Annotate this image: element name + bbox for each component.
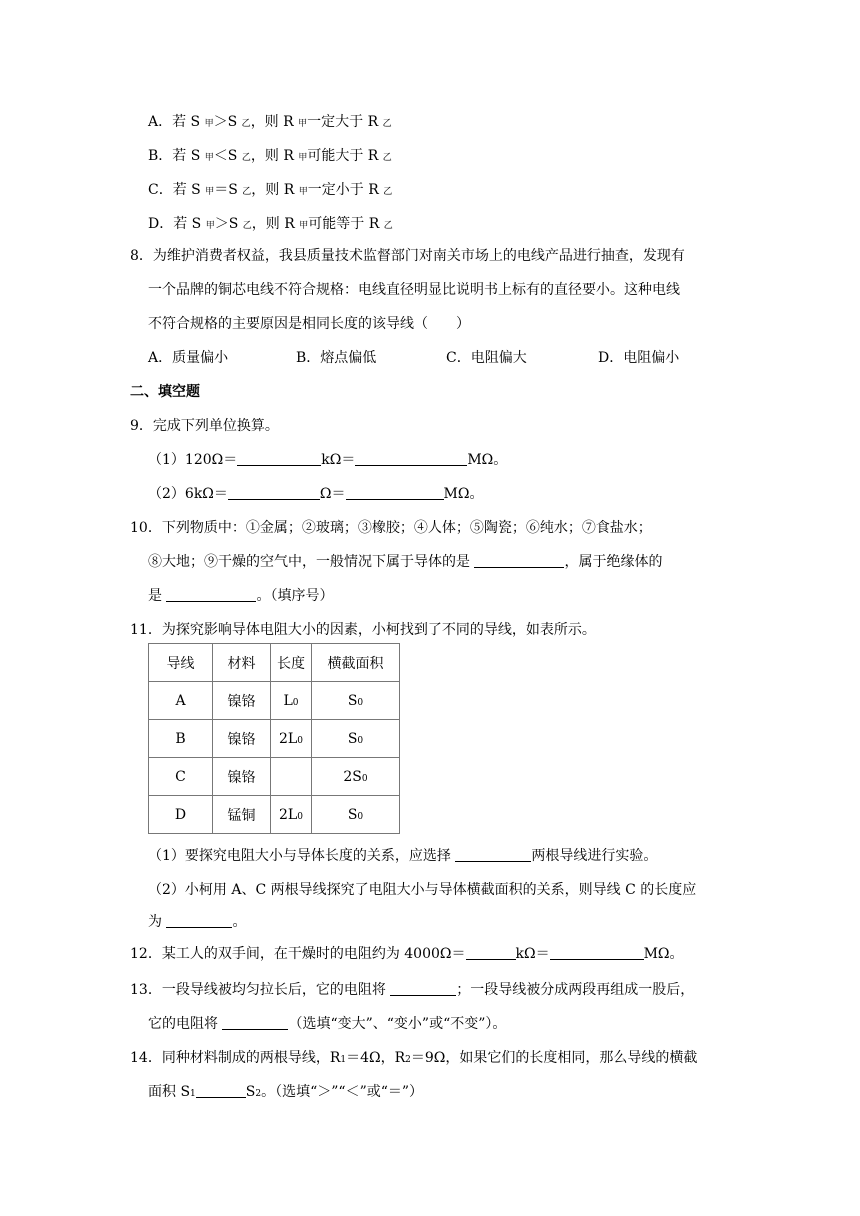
table-header: 材料: [213, 644, 271, 682]
q9-p2-text1: （2）6kΩ＝: [148, 486, 228, 502]
q14-text5: S: [245, 1084, 256, 1100]
q11-stem: 11．为探究影响导体电阻大小的因素，小柯找到了不同的导线，如表所示。: [130, 622, 596, 638]
q7-option-b: [148, 146, 392, 168]
q11-part2-line2: [148, 912, 246, 932]
q7-c-sub4: 乙: [383, 187, 393, 197]
q9-p2-blank1[interactable]: [228, 485, 320, 500]
q10-blank1[interactable]: [474, 553, 564, 568]
q8-line2: 一个品牌的铜芯电线不符合规格：电线直径明显比说明书上标有的直径要小。这种电线: [148, 282, 680, 298]
q12-text3: MΩ。: [643, 946, 684, 962]
q7-option-a: [148, 112, 392, 134]
table-header: 导线: [149, 644, 213, 682]
area-sub: 0: [361, 773, 368, 784]
q10-line2: [148, 552, 662, 572]
q7-d-text2: ＞S: [214, 216, 239, 232]
table-header: 横截面积: [312, 644, 400, 682]
q7-c-sub3: 甲: [298, 187, 308, 197]
table-cell: 镍铬: [213, 758, 271, 796]
len-value: 2L: [279, 730, 298, 747]
q11-part1: [148, 846, 657, 866]
q13-text1: 13．一段导线被均匀拉长后，它的电阻将: [130, 982, 386, 998]
table-header-row: [149, 644, 400, 682]
q14-sub4: 2: [255, 1089, 262, 1099]
q7-option-d: [148, 214, 393, 236]
area-sub: 0: [357, 811, 364, 822]
q7-b-text2: ＜S: [213, 148, 238, 164]
table-cell: B: [149, 720, 213, 758]
area-value: 2S: [343, 768, 362, 785]
q9-p1-blank1[interactable]: [237, 451, 321, 466]
q13-text3: 它的电阻将: [148, 1016, 218, 1032]
q7-b-sub4: 乙: [382, 153, 392, 163]
q14-text4: 面积 S: [148, 1084, 191, 1100]
table-cell: [271, 682, 312, 720]
area-value: S: [347, 730, 358, 747]
area-sub: 0: [357, 735, 364, 746]
q9-part1: [148, 450, 507, 470]
q12: [130, 944, 684, 964]
table-cell: 镍铬: [213, 720, 271, 758]
q14-text3: ＝9Ω，如果它们的长度相同，那么导线的横截: [410, 1050, 698, 1066]
q11-p1-text2: 两根导线进行实验。: [531, 848, 658, 864]
q7-d-sub1: 甲: [205, 221, 215, 231]
q9-p1-blank2[interactable]: [355, 451, 467, 466]
q7-option-c: [148, 180, 392, 202]
q9-p2-blank2[interactable]: [346, 485, 444, 500]
table-cell: D: [149, 796, 213, 834]
len-sub: 0: [297, 811, 303, 822]
q7-b-text3: ，则 R: [250, 148, 294, 164]
q14-text6: 。（选填“＞”“＜”或“＝”）: [261, 1084, 424, 1100]
table-row: [149, 758, 400, 796]
q9-p2-text2: Ω＝: [319, 486, 346, 502]
q10-text3: 是: [148, 588, 162, 604]
table-cell: [271, 720, 312, 758]
q10-line1: 10．下列物质中：①金属；②玻璃；③橡胶；④人体；⑤陶瓷；⑥纯水；⑦食盐水；: [130, 520, 652, 536]
q7-b-sub1: 甲: [204, 153, 214, 163]
len-value: L: [283, 692, 293, 709]
q10-blank2[interactable]: [166, 587, 256, 602]
q11-p1-text1: （1）要探究电阻大小与导体长度的关系，应选择: [148, 848, 451, 864]
q7-a-sub2: 乙: [241, 119, 251, 129]
table-cell: [312, 758, 400, 796]
table-cell: A: [149, 682, 213, 720]
q7-d-sub3: 甲: [299, 221, 309, 231]
q7-a-text1: A．若 S: [148, 114, 201, 130]
q7-a-sub3: 甲: [298, 119, 308, 129]
q7-c-text4: 一定小于 R: [307, 182, 379, 198]
q7-a-text3: ，则 R: [250, 114, 294, 130]
table-header: 长度: [271, 644, 312, 682]
q14-sub3: 1: [190, 1089, 196, 1099]
q7-a-sub4: 乙: [382, 119, 392, 129]
section-title: 二、填空题: [130, 384, 200, 400]
q14-sub1: 1: [340, 1055, 347, 1065]
table-cell: 锰铜: [213, 796, 271, 834]
q7-c-text1: C．若 S: [148, 182, 201, 198]
q7-d-sub4: 乙: [383, 221, 393, 231]
table-cell: C: [149, 758, 213, 796]
q10-text1: ⑧大地；⑨干燥的空气中，一般情况下属于导体的是: [148, 554, 470, 570]
q10-line3: [148, 586, 333, 606]
q12-text2: kΩ＝: [515, 946, 550, 962]
q9-p1-text2: kΩ＝: [321, 452, 356, 468]
q10-text2: ，属于绝缘体的: [564, 554, 663, 570]
q7-b-text4: 可能大于 R: [307, 148, 379, 164]
q14-text1: 14．同种材料制成的两根导线，R: [130, 1050, 341, 1066]
q13-blank1[interactable]: [390, 981, 456, 996]
q7-a-text2: ＞S: [213, 114, 238, 130]
q7-b-sub3: 甲: [298, 153, 308, 163]
q14-blank[interactable]: [196, 1083, 246, 1098]
q8-option-d: D．电阻偏小: [598, 350, 680, 366]
len-sub: 0: [292, 697, 299, 708]
q8-option-a: A．质量偏小: [148, 350, 229, 366]
q14-line1: [130, 1048, 697, 1070]
q8-line3: 不符合规格的主要原因是相同长度的该导线（ ）: [148, 316, 470, 332]
q7-a-text4: 一定大于 R: [307, 114, 379, 130]
q8-option-b: B．熔点偏低: [296, 350, 377, 366]
area-value: S: [347, 692, 358, 709]
q11-blank2[interactable]: [166, 913, 232, 928]
q11-p2-text2: 。: [232, 914, 247, 930]
q9-p1-text1: （1）120Ω＝: [148, 452, 238, 468]
table-cell: [312, 720, 400, 758]
table-cell: [312, 682, 400, 720]
q12-blank2[interactable]: [550, 945, 644, 960]
q7-d-text3: ，则 R: [251, 216, 295, 232]
table-row: [149, 682, 400, 720]
q13-blank2[interactable]: [222, 1015, 288, 1030]
q7-c-text2: ＝S: [214, 182, 238, 198]
len-value: 2L: [279, 806, 298, 823]
q9-part2: [148, 484, 483, 504]
q13-line2: [148, 1014, 506, 1034]
q7-c-sub1: 甲: [205, 187, 215, 197]
q7-d-text4: 可能等于 R: [308, 216, 380, 232]
q7-a-sub1: 甲: [204, 119, 214, 129]
q8-option-c: C．电阻偏大: [446, 350, 527, 366]
q9-p2-text3: MΩ。: [443, 486, 484, 502]
q12-text1: 12．某工人的双手间，在干燥时的电阻约为 4000Ω＝: [130, 946, 466, 962]
q13-text2: ；一段导线被分成两段再组成一股后，: [456, 982, 695, 998]
q14-text2: ＝4Ω，R: [346, 1050, 406, 1066]
table-cell: [271, 796, 312, 834]
q14-line2: [148, 1082, 423, 1104]
q13-text4: （选填“变大”、“变小”或“不变”）。: [288, 1016, 507, 1032]
q11-blank1[interactable]: [455, 847, 531, 862]
q14-sub2: 2: [405, 1055, 411, 1065]
q7-b-text1: B．若 S: [148, 148, 201, 164]
table-cell: [312, 796, 400, 834]
q7-b-sub2: 乙: [241, 153, 251, 163]
q13-line1: [130, 980, 694, 1000]
q11-p2-text1: 为: [148, 914, 162, 930]
q10-text4: 。（填序号）: [256, 588, 334, 604]
area-sub: 0: [357, 697, 364, 708]
len-sub: 0: [297, 735, 303, 746]
q7-c-text3: ，则 R: [251, 182, 295, 198]
wire-table: [148, 643, 400, 834]
table-cell: [271, 758, 312, 796]
table-row: [149, 720, 400, 758]
q12-blank1[interactable]: [466, 945, 516, 960]
q9-stem: 9．完成下列单位换算。: [130, 418, 279, 434]
q7-d-text1: D．若 S: [148, 216, 202, 232]
q9-p1-text3: MΩ。: [467, 452, 508, 468]
q7-c-sub2: 乙: [242, 187, 252, 197]
q11-part2-line1: （2）小柯用 A、C 两根导线探究了电阻大小与导体横截面积的关系，则导线 C 的长度应: [148, 882, 697, 898]
q8-line1: 8．为维护消费者权益，我县质量技术监督部门对南关市场上的电线产品进行抽查，发现有: [130, 248, 685, 264]
table-row: [149, 796, 400, 834]
table-cell: 镍铬: [213, 682, 271, 720]
area-value: S: [347, 806, 358, 823]
q7-d-sub2: 乙: [242, 221, 252, 231]
